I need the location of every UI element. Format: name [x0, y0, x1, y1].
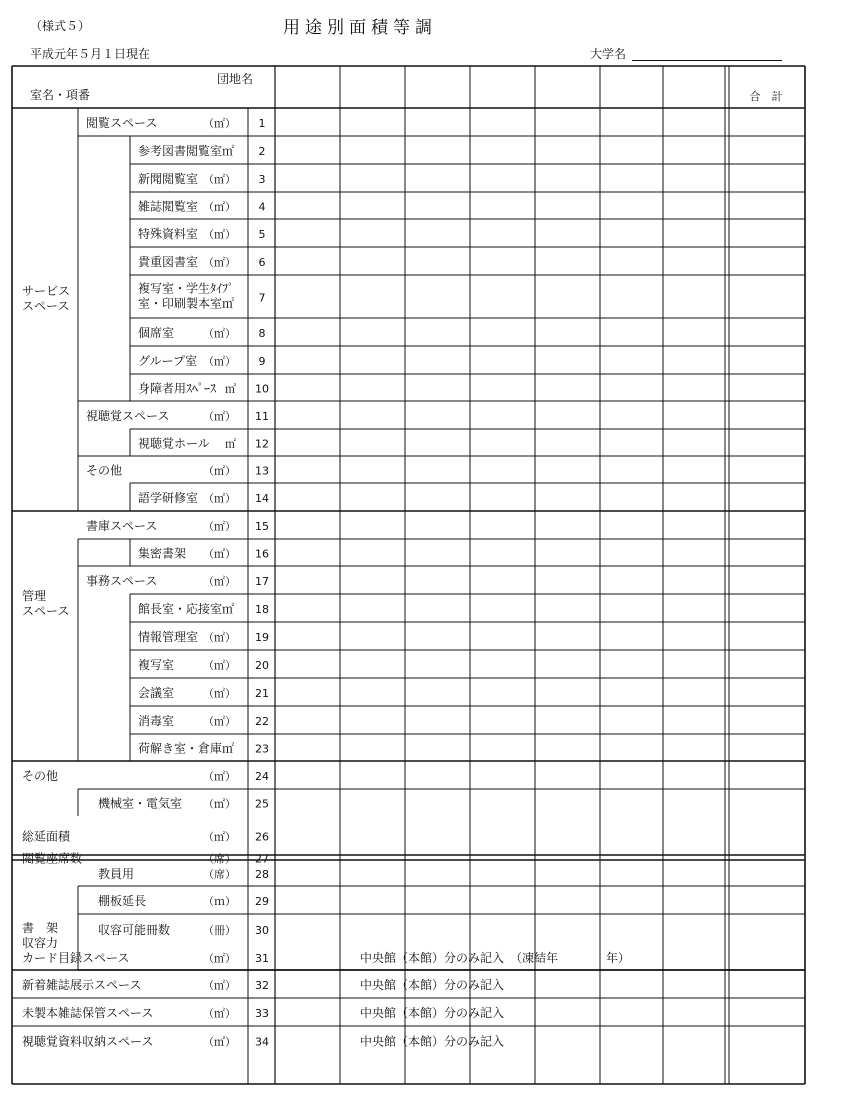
group-label-service: サービス — [22, 284, 71, 298]
row-label: 新着雑誌展示スペース — [22, 978, 142, 992]
row-label: 個席室 — [138, 326, 175, 340]
row-unit: （㎡） — [203, 256, 236, 269]
row-unit: （㎡） — [203, 715, 236, 728]
row-number: 13 — [255, 464, 269, 478]
row-unit: （ｍ） — [203, 895, 236, 908]
row-label: 閲覧座席数 — [22, 851, 83, 866]
row-label: 教員用 — [98, 867, 135, 881]
row-number: 21 — [255, 687, 269, 700]
row-label: 収容可能冊数 — [98, 923, 171, 937]
row-number: 30 — [255, 924, 269, 937]
row-label: 閲覧スペース — [86, 116, 158, 130]
row-unit: （㎡） — [203, 117, 236, 130]
row-unit: （㎡） — [203, 830, 236, 844]
row-label: 複写室 — [138, 658, 175, 672]
row-label: 複写室・学生ﾀｲﾌﾟ — [138, 281, 235, 296]
row-unit: （㎡） — [203, 410, 236, 423]
row-unit: （㎡） — [203, 770, 236, 783]
row-number: 18 — [255, 603, 269, 616]
row-label: 貴重図書室 — [138, 255, 199, 269]
row-label: 館長室・応接室㎡ — [138, 602, 235, 616]
row-number: 27 — [255, 852, 269, 866]
row-number: 23 — [255, 742, 269, 756]
row-number: 2 — [258, 145, 266, 158]
row-number: 32 — [255, 979, 269, 992]
row-number: 15 — [255, 520, 269, 533]
as-of-date: 平成元年５月１日現在 — [30, 47, 151, 61]
row-number: 22 — [255, 715, 269, 728]
university-label: 大学名 — [590, 47, 627, 61]
row-unit: （㎡） — [203, 327, 236, 340]
row-number: 11 — [255, 410, 269, 423]
row-note: 中央館（本館）分のみ記入 — [360, 1034, 505, 1049]
group-label-admin: 管理 — [22, 589, 47, 603]
row-unit: （㎡） — [203, 464, 236, 478]
row-label: 荷解き室・倉庫㎡ — [138, 741, 235, 756]
row-number: 33 — [255, 1007, 269, 1020]
row-number: 9 — [258, 355, 266, 368]
row-number: 3 — [258, 173, 266, 186]
row-note: 中央館（本館）分のみ記入 — [360, 978, 505, 992]
row-number: 34 — [255, 1035, 269, 1049]
row-number: 8 — [258, 327, 266, 340]
row-label: 雑誌閲覧室 — [138, 199, 199, 214]
row-unit: （㎡） — [203, 173, 236, 186]
row-number: 4 — [258, 200, 266, 214]
row-label: 機械室・電気室 — [98, 796, 183, 811]
row-label: 書庫スペース — [86, 519, 158, 533]
corner-header-label: 団地名 — [217, 72, 254, 86]
row-number: 5 — [258, 228, 266, 241]
group-label-shelf: 収容力 — [22, 936, 59, 950]
row-label: 棚板延長 — [98, 894, 147, 908]
row-label: 参考図書閲覧室㎡ — [138, 144, 235, 158]
row-number: 28 — [255, 868, 269, 881]
row-note: 中央館（本館）分のみ記入 — [360, 1006, 505, 1020]
row-unit: （席） — [203, 868, 236, 881]
row-unit: （冊） — [203, 924, 236, 937]
row-label: 会議室 — [138, 686, 175, 700]
row-number: 7 — [258, 291, 266, 305]
row-number: 6 — [258, 256, 266, 269]
row-unit: （㎡） — [203, 687, 236, 700]
row-unit: （席） — [203, 852, 236, 866]
row-unit: （㎡） — [203, 1035, 236, 1049]
row-label: 視聴覚スペース — [86, 409, 170, 423]
row-label: 特殊資料室 — [138, 227, 199, 241]
row-label: 身障者用ｽﾍﾟｰｽ — [138, 381, 217, 396]
row-label: 視聴覚ホール — [138, 436, 210, 451]
row-unit: （㎡） — [203, 979, 236, 992]
row-unit: （㎡） — [203, 355, 236, 368]
row-number: 19 — [255, 631, 269, 644]
row-number: 14 — [255, 492, 269, 505]
row-number: 16 — [255, 547, 269, 561]
row-label: 視聴覚資料収納スペース — [22, 1034, 154, 1049]
group-label-shelf: 書 架 — [22, 921, 59, 935]
row-unit: （㎡） — [203, 659, 236, 672]
row-unit: （㎡） — [203, 952, 236, 965]
row-label: 情報管理室 — [138, 630, 199, 644]
row-number: 17 — [255, 575, 269, 588]
total-column-header: 合 計 — [749, 90, 783, 103]
row-label: 総延面積 — [22, 829, 71, 844]
row-number: 24 — [255, 770, 269, 783]
group-label-service: スペース — [22, 299, 70, 313]
row-unit: （㎡） — [203, 575, 236, 588]
row-number: 26 — [255, 830, 269, 844]
row-label: 集密書架 — [138, 546, 187, 561]
form-number: （様式５） — [30, 19, 91, 33]
row-label: グループ室 — [138, 354, 198, 368]
row-number: 10 — [255, 382, 269, 396]
row-unit: （㎡） — [203, 228, 236, 241]
row-number: 20 — [255, 659, 269, 672]
row-number: 29 — [255, 895, 269, 908]
row-unit: （㎡） — [203, 520, 236, 533]
row-number: 25 — [255, 797, 269, 811]
row-label: その他 — [86, 463, 123, 478]
row-unit: （㎡） — [203, 631, 236, 644]
row-unit: （㎡） — [203, 1007, 236, 1020]
row-number: 1 — [258, 117, 266, 130]
row-unit: （㎡） — [203, 797, 236, 811]
row-unit: （㎡） — [203, 492, 236, 505]
row-unit: （㎡） — [203, 200, 236, 214]
row-label: 室・印刷製本室㎡ — [138, 296, 235, 311]
page-title: 用途別面積等調 — [283, 18, 437, 38]
row-label: 新聞閲覧室 — [138, 172, 199, 186]
row-label: 消毒室 — [138, 714, 175, 728]
row-number: 31 — [255, 952, 269, 965]
row-note: 中央館（本館）分のみ記入 （凍結年 年） — [360, 951, 631, 965]
group-label-admin: スペース — [22, 604, 70, 618]
row-label: その他 — [22, 769, 59, 783]
row-unit: ㎡ — [225, 437, 236, 451]
row-label: 未製本雑誌保管スペース — [22, 1006, 154, 1020]
row-label: 事務スペース — [86, 574, 158, 588]
row-label: カード目録スペース — [22, 951, 130, 965]
row-label: 語学研修室 — [138, 491, 199, 505]
row-number: 12 — [255, 437, 269, 451]
row-unit: （㎡） — [203, 547, 236, 561]
corner-row-label: 室名・項番 — [30, 88, 91, 102]
row-unit: ㎡ — [225, 382, 236, 396]
